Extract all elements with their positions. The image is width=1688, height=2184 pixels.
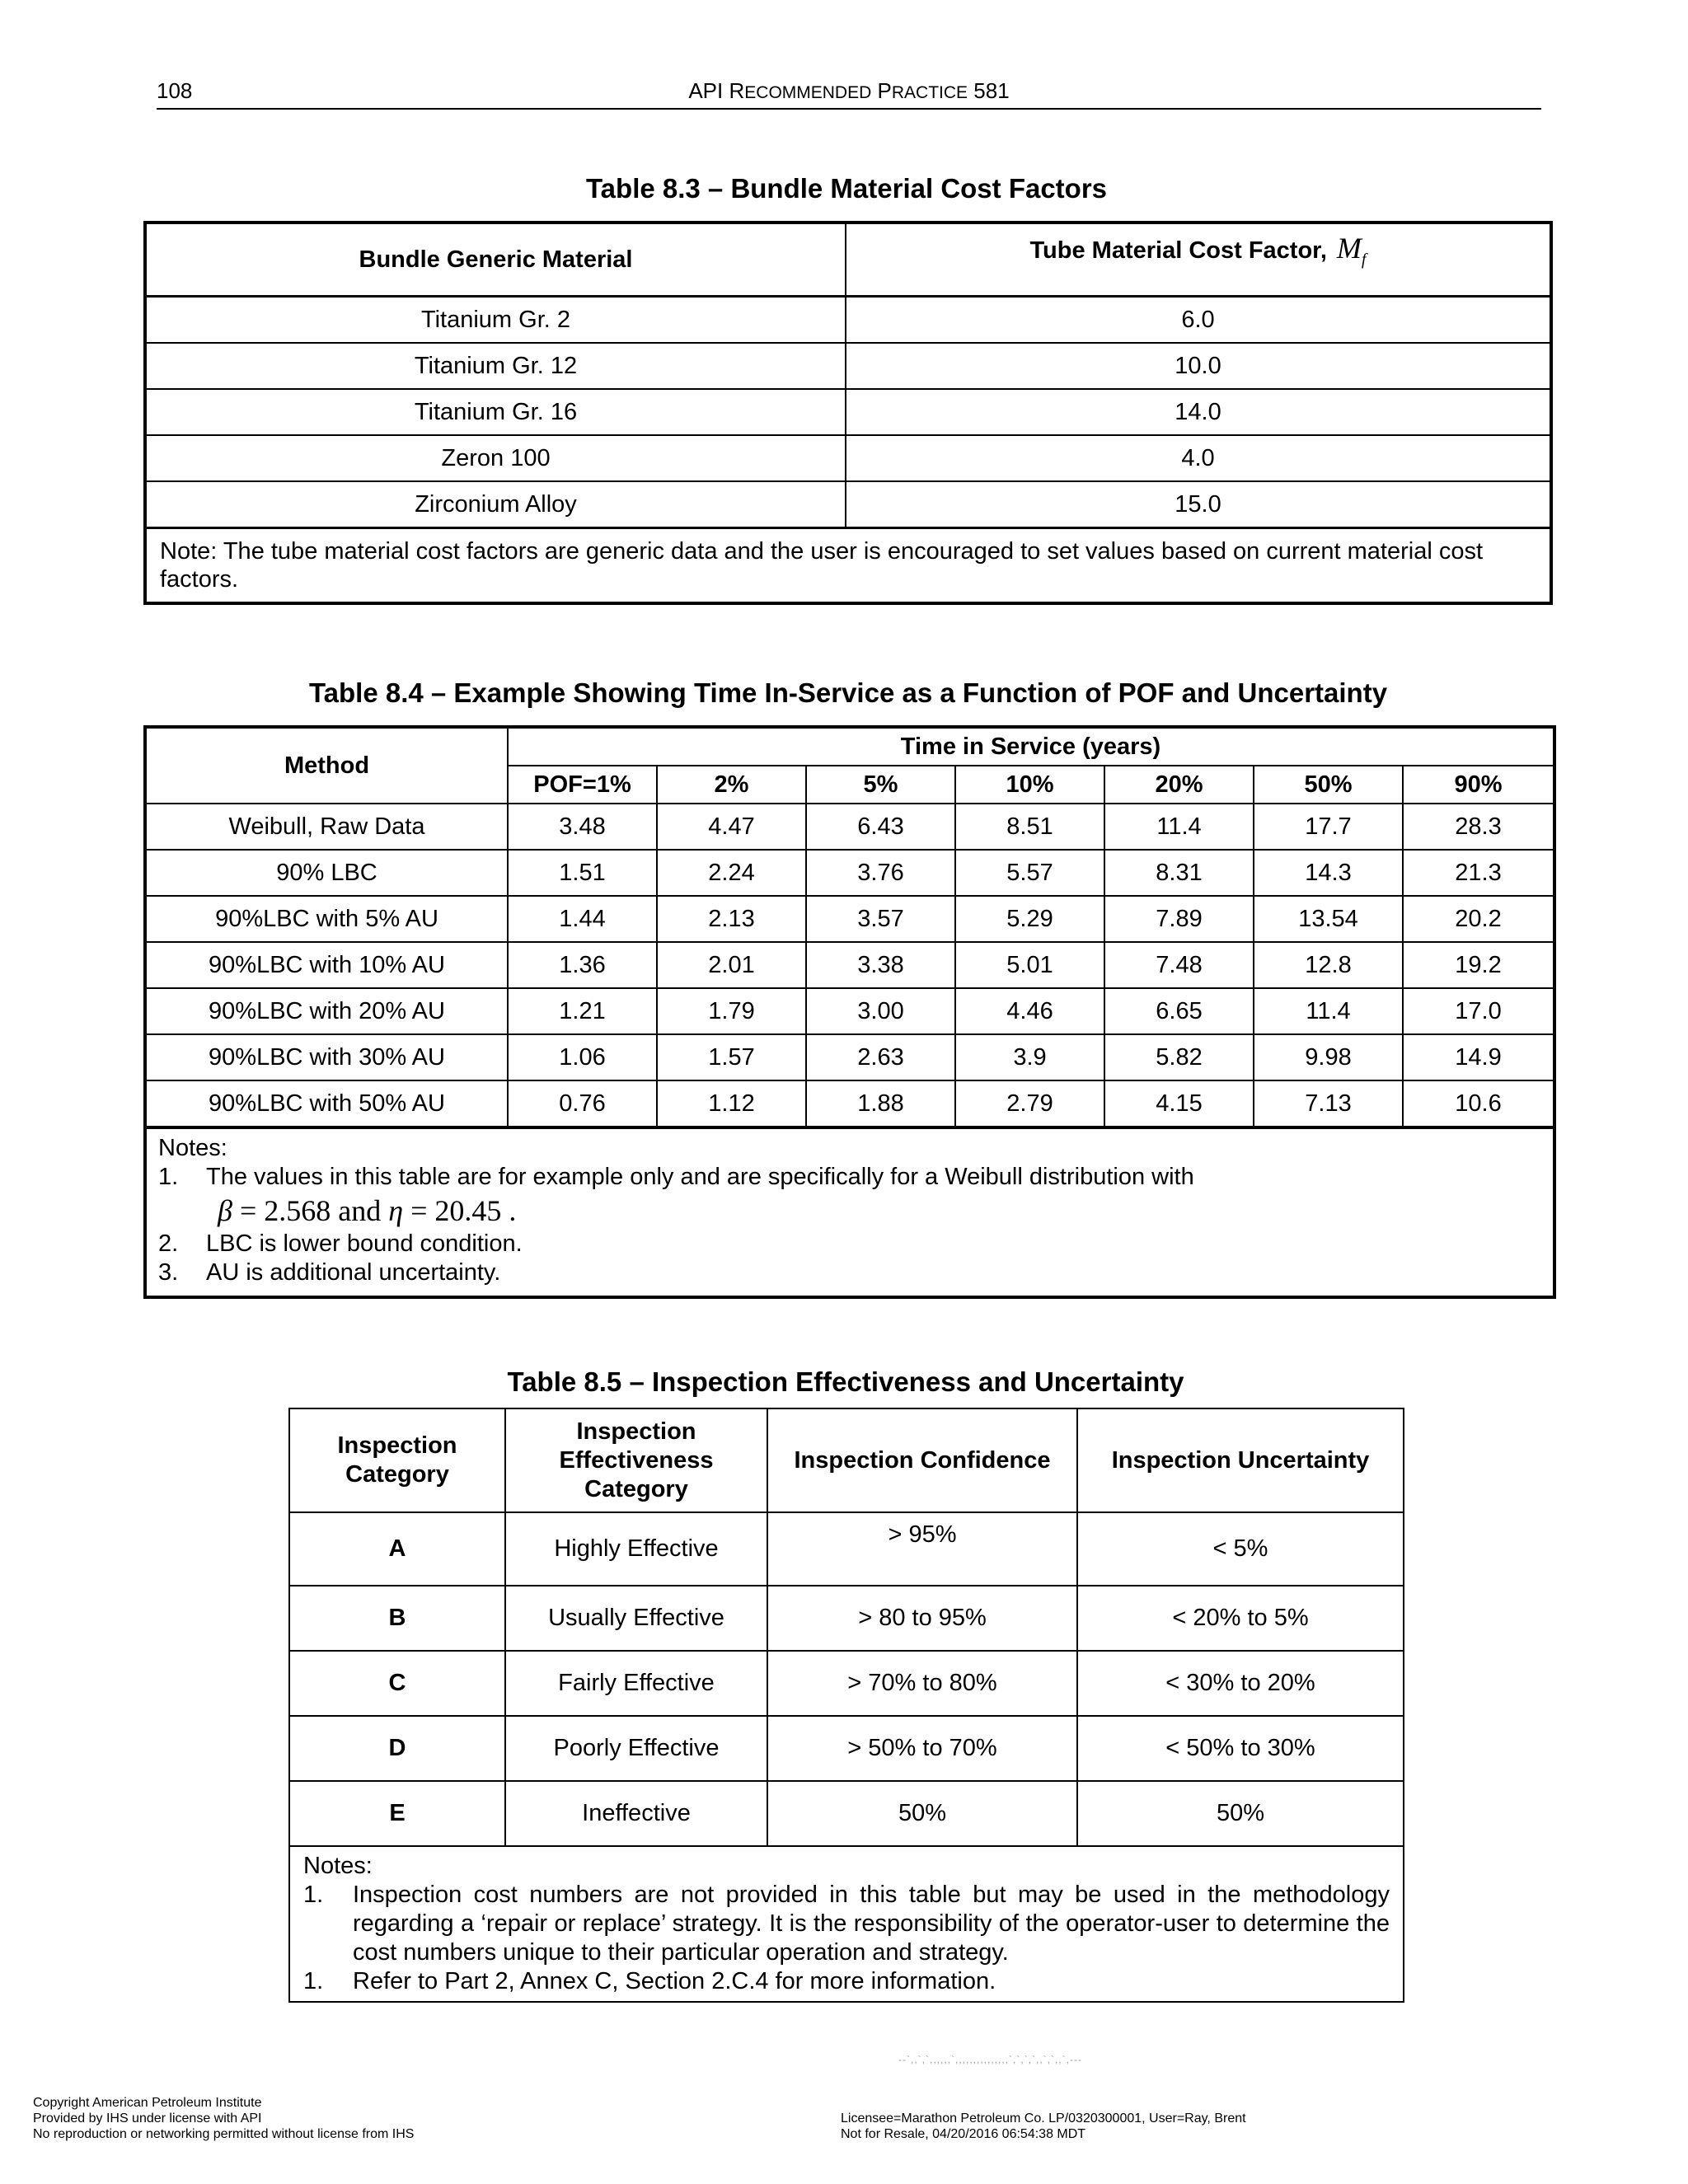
pof-header: 90%	[1403, 766, 1554, 804]
table-row	[145, 389, 1551, 435]
value-cell: 8.31	[1104, 850, 1254, 896]
table-row	[145, 850, 1554, 896]
value-cell: 20.2	[1403, 896, 1554, 942]
copyright-footer: Copyright American Petroleum Institute Provided by IHS under license with API No reproduction or networking permitted without license from IHS	[33, 2096, 415, 2141]
pof-header: POF=1%	[508, 766, 657, 804]
license-footer: Licensee=Marathon Petroleum Co. LP/0320300001, User=Ray, Brent Not for Resale, 04/20/2016 06:54:38 MDT	[841, 2111, 1246, 2141]
method-header: Method	[145, 727, 508, 804]
value-cell: 5.01	[955, 942, 1104, 988]
value-cell: 1.44	[508, 896, 657, 942]
value-cell: 1.21	[508, 988, 657, 1034]
value-cell: 2.01	[657, 942, 806, 988]
group-header-row	[145, 727, 1554, 766]
material-cell: Zeron 100	[145, 435, 846, 481]
method-cell: 90%LBC with 30% AU	[145, 1034, 508, 1080]
value-cell: 1.12	[657, 1080, 806, 1127]
value-cell: 11.4	[1254, 988, 1403, 1034]
value-cell: 4.47	[657, 804, 806, 850]
value-cell: 11.4	[1104, 804, 1254, 850]
time-in-service-header: Time in Service (years)	[508, 727, 1554, 766]
value-cell: 4.46	[955, 988, 1104, 1034]
pof-header: 2%	[657, 766, 806, 804]
value-cell: 5.57	[955, 850, 1104, 896]
value-cell: 14.3	[1254, 850, 1403, 896]
page-number: 108	[157, 78, 193, 103]
value-cell: 3.76	[806, 850, 955, 896]
value-cell: 17.0	[1403, 988, 1554, 1034]
confidence-cell: > 80 to 95%	[767, 1586, 1077, 1651]
value-cell: 8.51	[955, 804, 1104, 850]
effectiveness-cell: Highly Effective	[505, 1512, 767, 1586]
category-cell: A	[289, 1512, 505, 1586]
table-row	[289, 1716, 1404, 1781]
table-row	[145, 481, 1551, 528]
value-cell: 1.06	[508, 1034, 657, 1080]
table-row	[145, 343, 1551, 389]
method-cell: 90%LBC with 20% AU	[145, 988, 508, 1034]
effectiveness-cell: Ineffective	[505, 1781, 767, 1846]
uncertainty-cell: < 20% to 5%	[1077, 1586, 1404, 1651]
table-header-row	[145, 223, 1551, 297]
table-row	[289, 1512, 1404, 1586]
value-cell: 19.2	[1403, 942, 1554, 988]
factor-cell: 14.0	[846, 389, 1551, 435]
table-8-4	[143, 725, 1556, 1299]
confidence-cell: 50%	[767, 1781, 1077, 1846]
confidence-cell: > 95%	[767, 1512, 1077, 1586]
value-cell: 1.79	[657, 988, 806, 1034]
header-cell: Bundle Generic Material	[145, 223, 846, 297]
value-cell: 14.9	[1403, 1034, 1554, 1080]
category-cell: D	[289, 1716, 505, 1781]
header-cell: Inspection Effectiveness Category	[505, 1408, 767, 1512]
table-row	[145, 896, 1554, 942]
note-item: 1. Inspection cost numbers are not provided in this table but may be used in the methodology regarding a ‘repair or replace’ strategy. It is the responsibility of the operator-user to determine the cost numbers unique to their particular operation and strategy.	[303, 1882, 1390, 1966]
uncertainty-cell: 50%	[1077, 1781, 1404, 1846]
note-item: 1. Refer to Part 2, Annex C, Section 2.C.4 for more information.	[303, 1968, 996, 1994]
value-cell: 12.8	[1254, 942, 1403, 988]
method-cell: 90%LBC with 50% AU	[145, 1080, 508, 1127]
header-cell: Tube Material Cost Factor, $M_f$	[846, 223, 1551, 297]
pof-header: 20%	[1104, 766, 1254, 804]
effectiveness-cell: Usually Effective	[505, 1586, 767, 1651]
table-row	[145, 297, 1551, 344]
value-cell: 1.88	[806, 1080, 955, 1127]
mf-symbol: $M_f$	[1336, 232, 1367, 269]
material-cell: Titanium Gr. 12	[145, 343, 846, 389]
factor-cell: 4.0	[846, 435, 1551, 481]
table-row	[145, 988, 1554, 1034]
value-cell: 7.13	[1254, 1080, 1403, 1127]
uncertainty-cell: < 5%	[1077, 1512, 1404, 1586]
table-notes	[145, 1127, 1554, 1297]
material-cell: Titanium Gr. 2	[145, 297, 846, 344]
header-cell: Inspection Category	[289, 1408, 505, 1512]
header-cell: Inspection Confidence	[767, 1408, 1077, 1512]
value-cell: 17.7	[1254, 804, 1403, 850]
table-note: Note: The tube material cost factors are generic data and the user is encouraged to set values based on current material cost factors.	[145, 528, 1551, 604]
value-cell: 3.9	[955, 1034, 1104, 1080]
method-cell: Weibull, Raw Data	[145, 804, 508, 850]
value-cell: 21.3	[1403, 850, 1554, 896]
pof-header: 5%	[806, 766, 955, 804]
factor-cell: 10.0	[846, 343, 1551, 389]
material-cell: Titanium Gr. 16	[145, 389, 846, 435]
note-item: 2. LBC is lower bound condition.	[158, 1230, 523, 1257]
value-cell: 7.89	[1104, 896, 1254, 942]
method-cell: 90% LBC	[145, 850, 508, 896]
scan-marks: --`,,`,`,,,,,,`,,,,,,,,,,,,,,,`,`,`,`,,`,`,,`,---	[898, 2054, 1082, 2065]
table-row	[289, 1586, 1404, 1651]
running-title: API RECOMMENDED PRACTICE 581	[688, 78, 1010, 103]
value-cell: 2.24	[657, 850, 806, 896]
value-cell: 5.82	[1104, 1034, 1254, 1080]
uncertainty-cell: < 30% to 20%	[1077, 1651, 1404, 1716]
table-row	[145, 1080, 1554, 1127]
factor-cell: 6.0	[846, 297, 1551, 344]
note-row	[145, 528, 1551, 604]
value-cell: 0.76	[508, 1080, 657, 1127]
confidence-cell: > 50% to 70%	[767, 1716, 1077, 1781]
weibull-formula: β = 2.568 and η = 20.45 .	[218, 1194, 517, 1227]
table-row	[145, 804, 1554, 850]
table-8-3	[143, 221, 1553, 605]
value-cell: 3.48	[508, 804, 657, 850]
category-cell: E	[289, 1781, 505, 1846]
table-8-4-caption: Table 8.4 – Example Showing Time In-Service as a Function of POF and Uncertainty	[308, 677, 1388, 708]
table-row	[145, 435, 1551, 481]
value-cell: 3.38	[806, 942, 955, 988]
table-row	[289, 1651, 1404, 1716]
table-8-5-caption: Table 8.5 – Inspection Effectiveness and Uncertainty	[507, 1366, 1184, 1397]
method-cell: 90%LBC with 10% AU	[145, 942, 508, 988]
value-cell: 1.36	[508, 942, 657, 988]
category-cell: C	[289, 1651, 505, 1716]
value-cell: 1.51	[508, 850, 657, 896]
table-8-5	[288, 1408, 1404, 2003]
value-cell: 6.43	[806, 804, 955, 850]
pof-header: 10%	[955, 766, 1104, 804]
material-cell: Zirconium Alloy	[145, 481, 846, 528]
value-cell: 9.98	[1254, 1034, 1403, 1080]
value-cell: 10.6	[1403, 1080, 1554, 1127]
value-cell: 2.63	[806, 1034, 955, 1080]
uncertainty-cell: < 50% to 30%	[1077, 1716, 1404, 1781]
category-cell: B	[289, 1586, 505, 1651]
effectiveness-cell: Fairly Effective	[505, 1651, 767, 1716]
notes-row	[289, 1846, 1404, 2002]
value-cell: 4.15	[1104, 1080, 1254, 1127]
table-row	[145, 942, 1554, 988]
note-item: 3. AU is additional uncertainty.	[158, 1259, 501, 1286]
table-notes	[289, 1846, 1404, 2002]
value-cell: 3.57	[806, 896, 955, 942]
confidence-cell: > 70% to 80%	[767, 1651, 1077, 1716]
value-cell: 2.13	[657, 896, 806, 942]
notes-row	[145, 1127, 1554, 1297]
value-cell: 28.3	[1403, 804, 1554, 850]
value-cell: 2.79	[955, 1080, 1104, 1127]
value-cell: 7.48	[1104, 942, 1254, 988]
table-row	[289, 1781, 1404, 1846]
table-header-row	[289, 1408, 1404, 1512]
pof-header: 50%	[1254, 766, 1403, 804]
value-cell: 3.00	[806, 988, 955, 1034]
factor-cell: 15.0	[846, 481, 1551, 528]
table-row	[145, 1034, 1554, 1080]
header-cell: Inspection Uncertainty	[1077, 1408, 1404, 1512]
table-8-3-caption: Table 8.3 – Bundle Material Cost Factors	[585, 173, 1108, 204]
note-item: 1. The values in this table are for example only and are specifically for a Weibull distribution with	[158, 1164, 1194, 1190]
notes-label: Notes:	[303, 1853, 373, 1879]
value-cell: 5.29	[955, 896, 1104, 942]
effectiveness-cell: Poorly Effective	[505, 1716, 767, 1781]
value-cell: 13.54	[1254, 896, 1403, 942]
method-cell: 90%LBC with 5% AU	[145, 896, 508, 942]
value-cell: 1.57	[657, 1034, 806, 1080]
notes-label: Notes:	[158, 1135, 227, 1161]
page-header	[157, 78, 1541, 110]
value-cell: 6.65	[1104, 988, 1254, 1034]
